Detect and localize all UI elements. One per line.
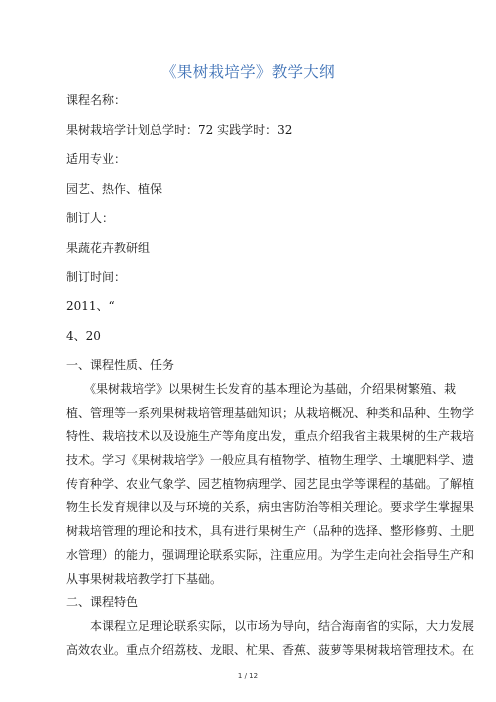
course-description-paragraph [66, 378, 475, 591]
paragraph-line: 本课程立足理论联系实际，以市场为导向，结合海南省的实际，大力发展 [66, 619, 475, 633]
author-value: 果蔬花卉教研组 [66, 241, 151, 255]
paragraph-line: 高效农业。重点介绍荔枝、龙眼、杧果、香蕉、菠萝等果树栽培管理技术。在 [66, 642, 475, 657]
paragraph-line: 传育种学、农业气象学、园艺植物病理学、园艺昆虫学等课程的基础。了解植 [66, 476, 475, 491]
date-label: 制订时间： [66, 270, 127, 284]
document-title: 《果树栽培学》教学大纲 [161, 63, 335, 81]
course-features-paragraph [66, 615, 475, 662]
date-value-day: 4、20 [66, 329, 101, 343]
section-heading-2: 二、课程特色 [66, 595, 139, 609]
paragraph-line: 从事果树栽培教学打下基础。 [66, 571, 223, 586]
paragraph-line: 特性、栽培技术以及设施生产等角度出发，重点介绍我省主栽果树的生产栽培 [66, 429, 475, 444]
major-label: 适用专业： [66, 152, 127, 166]
section-heading-1: 一、课程性质、任务 [66, 358, 175, 372]
date-value-year: 2011、“ [66, 299, 115, 313]
major-value: 园艺、热作、植保 [66, 182, 163, 196]
page-number: 1 / 12 [237, 672, 259, 680]
course-hours: 果树栽培学计划总学时：72 实践学时：32 [66, 123, 293, 137]
paragraph-line: 树栽培管理的理论和技术，具有进行果树生产（品种的选择、整形修剪、土肥 [66, 524, 475, 539]
paragraph-line: 技术。学习《果树栽培学》一般应具有植物学、植物生理学、土壤肥料学、遗 [66, 453, 475, 468]
author-label: 制订人： [66, 211, 115, 225]
paragraph-line: 水管理）的能力，强调理论联系实际，注重应用。为学生走向社会指导生产和 [66, 547, 475, 562]
paragraph-line: 物生长发育规律以及与环境的关系，病虫害防治等相关理论。要求学生掌握果 [66, 500, 475, 515]
paragraph-line: 《果树栽培学》以果树生长发育的基本理论为基础，介绍果树繁殖、栽 [66, 382, 457, 396]
paragraph-line: 植、管理等一系列果树栽培管理基础知识；从栽培概况、种类和品种、生物学 [66, 405, 475, 420]
course-name-label: 课程名称： [66, 93, 127, 107]
